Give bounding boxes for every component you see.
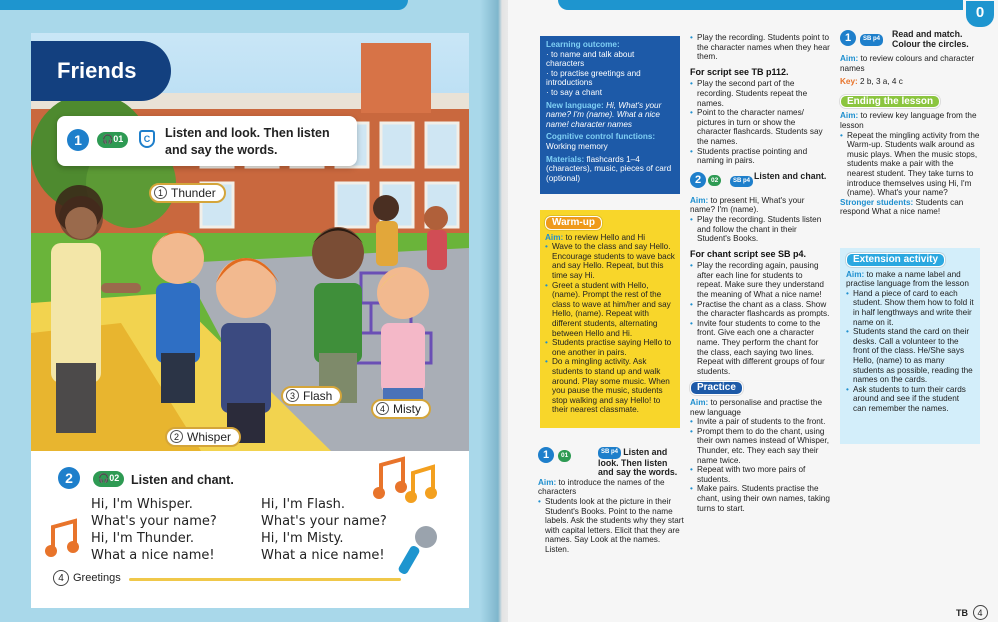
label-number: 2	[170, 430, 183, 443]
tb-page-footer	[956, 605, 988, 620]
tb-page-number: 4	[973, 605, 988, 620]
top-strip-left	[0, 0, 408, 10]
activity-title: Listen and chant.	[754, 170, 827, 181]
tb-activity-1-aim: Aim: to introduce the names of the characters	[538, 477, 665, 497]
activity-number: 1	[67, 129, 89, 151]
top-strip-right	[558, 0, 963, 10]
name-label-flash	[281, 386, 342, 406]
recording-steps-2	[690, 79, 830, 165]
list-item: • Practise the chant as a class. Show the character flashcards as prompts.	[690, 300, 830, 319]
list-item: • Invite four students to come to the front. Give each one a character name. They perform the chant for the class, each saying two lines. Repeat with different groups of four students.	[690, 319, 830, 377]
page-number: 4	[53, 570, 69, 586]
tb-read-match-header	[840, 30, 980, 54]
list-item: • Students stand the card on their desks. Call a volunteer to the front of the class. He/She says Hello, (name) to as many students as possible, reading the names on the cards.	[846, 327, 974, 385]
tb-footer-label: TB	[956, 608, 968, 618]
list-item: • Students look at the picture in their Student's Books. Point to the name labels. Ask the students why they start with capital letters. Elicit that they are names. Say Look at the names. Listen.	[538, 497, 684, 555]
tb-activity-2-aim: Aim: to present Hi, What's your name? I'm (name).	[690, 195, 805, 215]
practice-aim: Aim: to personalise and practise the new language	[690, 398, 822, 417]
activity-1-instruction	[57, 116, 357, 166]
tower	[361, 43, 431, 113]
cognitive-functions: Cognitive control functions: Working memory	[546, 132, 656, 151]
music-note-icon	[43, 517, 83, 557]
outcome-item: · to say a chant	[546, 87, 602, 97]
extension-title: Extension activity	[846, 253, 945, 267]
chant-line: What's your name?	[91, 514, 217, 529]
list-item: • Hand a piece of card to each student. Show them how to fold it in half lengthways and write their name on it.	[846, 289, 974, 327]
tb-activity-1-steps	[538, 497, 684, 555]
footer-divider	[129, 578, 401, 581]
list-item: • Greet a student with Hello, (name). Prompt the rest of the class to wave at him/her and say Hello, (name). Repeat with different students, alternating between Hello and Hi.	[545, 281, 675, 339]
chant-line: Hi, I'm Flash.	[261, 497, 346, 512]
outcome-item: · to name and talk about characters	[546, 49, 635, 69]
stronger-students: Stronger students: Students can respond What a nice name!	[840, 197, 964, 217]
materials: Materials: flashcards 1–4 (characters), music, pieces of card (optional)	[546, 154, 672, 183]
tb-activity-1-header	[538, 447, 684, 478]
headphones-icon: 🎧	[98, 473, 110, 483]
ending-title: Ending the lesson	[840, 95, 940, 109]
tb-activity-2-header	[690, 172, 830, 196]
name-label-thunder	[149, 183, 226, 203]
activity-number: 1	[538, 447, 554, 463]
warm-up-aim: Aim: to review Hello and Hi	[545, 232, 646, 242]
background-child	[424, 206, 448, 230]
list-item: • Prompt them to do the chant, using their own names instead of Whisper, Thunder, etc. They each say their name twice.	[690, 427, 830, 465]
sb-page-badge: SB p4	[860, 34, 883, 46]
activity-title: Read and match. Colour the circles.	[892, 29, 969, 49]
tb-column-2	[690, 33, 830, 513]
read-match-aim: Aim: to review colours and character names	[840, 54, 975, 73]
chant-column-1	[91, 496, 217, 564]
character-flash	[312, 227, 364, 403]
unit-badge: 0	[966, 1, 994, 27]
chant-line: Hi, I'm Thunder.	[91, 531, 195, 546]
list-item: • Students practise pointing and naming in pairs.	[690, 147, 830, 166]
ending-steps	[840, 131, 980, 198]
page-footer	[53, 570, 121, 586]
practice-section	[690, 381, 830, 513]
audio-track-number: 01	[113, 134, 124, 144]
sb-page-badge: SB p4	[598, 447, 621, 459]
ending-section	[840, 95, 980, 217]
extension-activity-box	[840, 248, 980, 444]
list-item: • Students practise saying Hello to one another in pairs.	[545, 338, 675, 357]
audio-track-badge[interactable]	[97, 132, 128, 148]
activity-2-number: 2	[58, 467, 80, 489]
list-item: • Ask students to turn their cards around and see if the student can remember the names.	[846, 385, 974, 414]
warm-up-title: Warm-up	[545, 216, 602, 230]
tb-activity-1	[538, 447, 684, 555]
script-reference: For chant script see SB p4.	[690, 248, 807, 259]
label-number: 3	[286, 389, 299, 402]
sb-page-badge: SB p4	[730, 176, 753, 188]
list-item: • Do a mingling activity. Ask students to stand up and walk around. Play some music. When you pause the music, students stop walking and say Hello! to their nearest classmate.	[545, 357, 675, 415]
audio-track-badge[interactable]: 02	[708, 175, 721, 187]
music-notes-icon	[371, 453, 441, 503]
background-child	[373, 195, 399, 221]
label-name: Whisper	[187, 430, 232, 444]
list-item: • Play the second part of the recording. Students repeat the names.	[690, 79, 830, 108]
list-item: • Wave to the class and say Hello. Encourage students to wave back and say Hello. Repeat, but this time say Hi.	[545, 242, 675, 280]
label-name: Thunder	[171, 186, 216, 200]
list-item: • Repeat with two more pairs of students.	[690, 465, 830, 484]
audio-track-badge[interactable]: 01	[558, 450, 571, 462]
new-language: New language: Hi, What's your name? I'm (name). What a nice name! character names	[546, 100, 662, 129]
list-item: • Play the recording again, pausing after each line for students to repeat. Make sure they understand the meaning of What a nice name!	[690, 261, 830, 299]
name-label-whisper	[165, 427, 241, 447]
list-item: • Make pairs. Students practise the chant, using their own names, taking turns to start.	[690, 484, 830, 513]
activity-number: 1	[840, 30, 856, 46]
outcome-item: · to practise greetings and introductions	[546, 68, 641, 88]
label-name: Misty	[393, 402, 421, 416]
script-reference: For script see TB p112.	[690, 66, 789, 77]
warm-up-box	[540, 210, 680, 428]
name-label-misty	[371, 399, 431, 419]
chant-line: Hi, I'm Whisper.	[91, 497, 193, 512]
tb-activity-2-steps-2	[690, 261, 830, 376]
recording-steps	[690, 33, 830, 62]
label-number: 1	[154, 186, 167, 199]
activity-title: Listen and look. Then listen and say the words.	[598, 446, 678, 478]
tb-column-3	[840, 30, 980, 217]
list-item: • Play the recording. Students listen and follow the chant in their Student's Books.	[690, 215, 830, 244]
outcomes-title: Learning outcome:	[546, 40, 620, 49]
activity-2-title: Listen and chant.	[131, 473, 234, 487]
student-book-content	[31, 33, 469, 608]
ending-aim: Aim: to review key language from the lesson	[840, 111, 977, 130]
chant-column-2	[261, 496, 387, 564]
microphone-icon	[396, 523, 441, 583]
activity-number: 2	[690, 172, 706, 188]
character-misty	[377, 267, 429, 418]
extension-steps	[846, 289, 974, 414]
chant-line: What's your name?	[261, 514, 387, 529]
extension-aim: Aim: to make a name label and practise language from the lesson	[846, 269, 969, 289]
list-item: • Play the recording. Students point to the character names when they hear them.	[690, 33, 830, 62]
audio-track-number: 02	[109, 473, 120, 483]
headphones-icon: 🎧	[102, 134, 114, 144]
chant-line: What a nice name!	[261, 548, 385, 563]
audio-track-badge[interactable]	[93, 471, 124, 487]
chant-line: What a nice name!	[91, 548, 215, 563]
warm-up-steps	[545, 242, 675, 415]
playground-illustration	[31, 33, 469, 451]
list-item: • Point to the character names/ pictures in turn or show the character flashcards. Students say the names.	[690, 108, 830, 146]
unit-title: Friends	[31, 41, 171, 101]
practice-steps	[690, 417, 830, 513]
label-number: 4	[376, 402, 389, 415]
learning-outcomes-box	[540, 36, 680, 194]
chant-line: Hi, I'm Misty.	[261, 531, 344, 546]
activity-1-text: Listen and look. Then listen and say the words.	[165, 126, 330, 157]
practice-title: Practice	[690, 381, 743, 395]
shield-icon: C	[139, 130, 155, 148]
answer-key: Key: 2 b, 3 a, 4 c	[840, 77, 903, 87]
list-item: • Invite a pair of students to the front.	[690, 417, 830, 427]
label-name: Flash	[303, 389, 333, 403]
list-item: • Repeat the mingling activity from the Warm-up. Students walk around as music plays. When the music stops, students make a pair with the nearest student. They take turns to introduce themselves using Hi, I'm (name). What's your name?	[840, 131, 980, 198]
tb-activity-2-steps	[690, 215, 830, 244]
page-footer-label: Greetings	[73, 572, 121, 584]
